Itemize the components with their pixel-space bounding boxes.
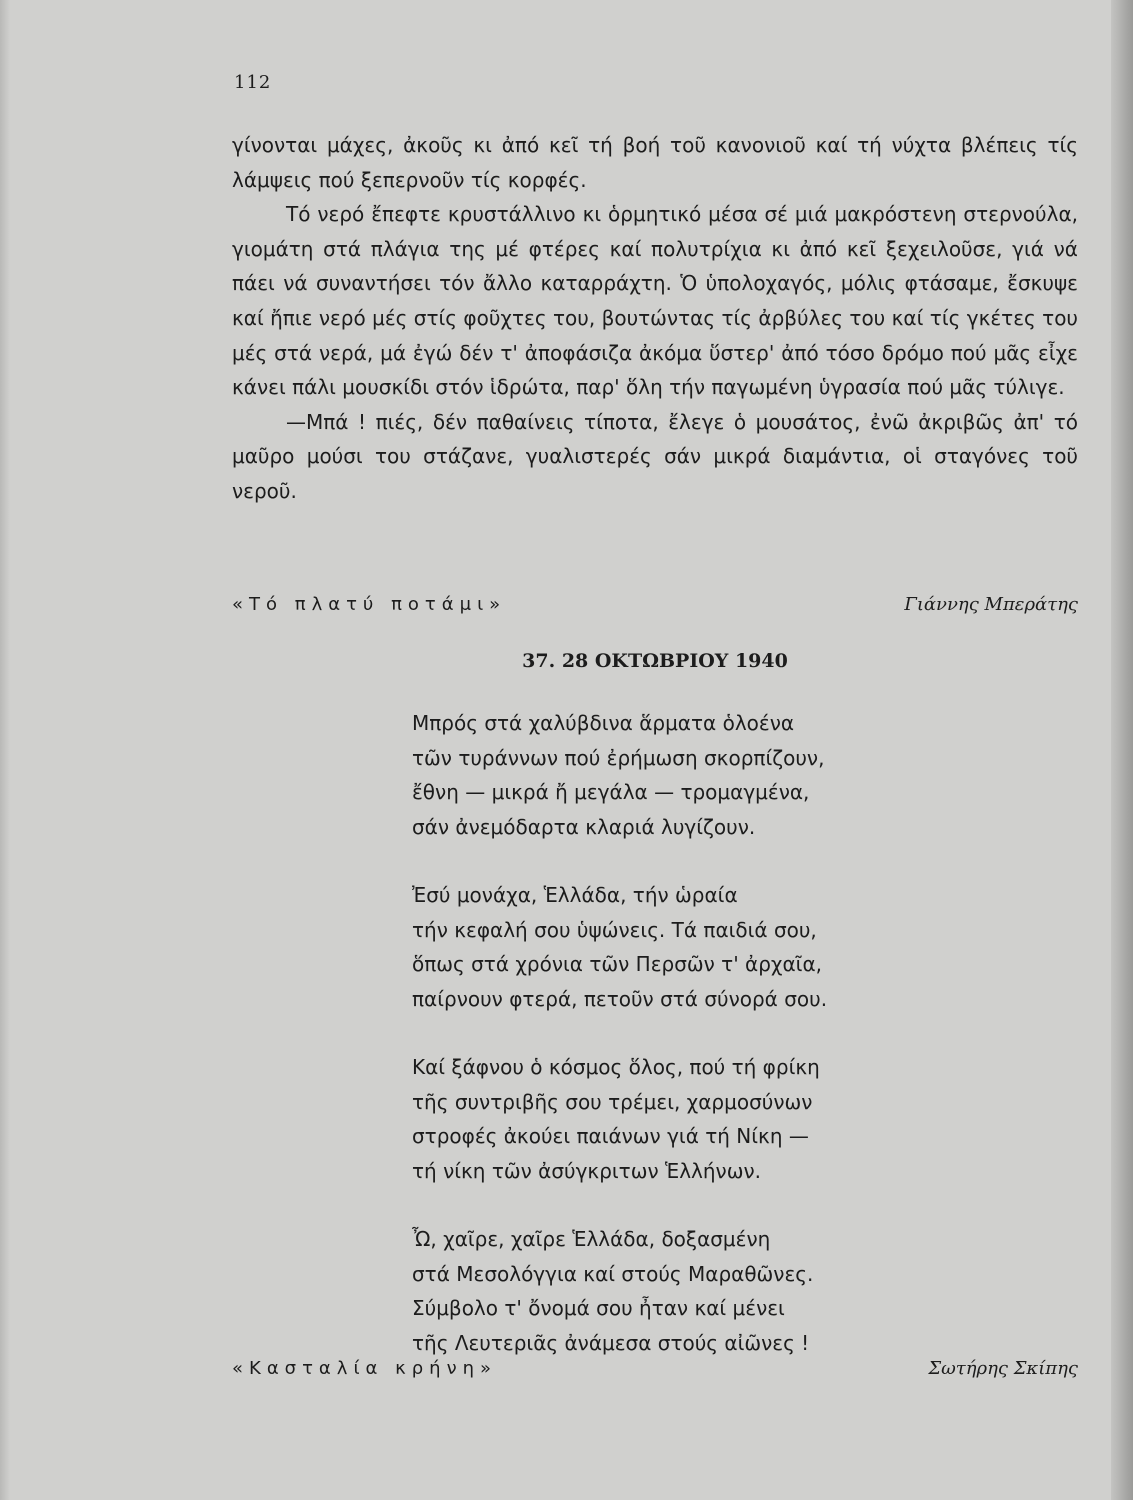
poem-line: ἔθνη — μικρά ἤ μεγάλα — τρομαγμένα, — [412, 780, 810, 804]
poem-line: τῶν τυράννων πού ἐρήμωση σκορπίζουν, — [412, 745, 825, 770]
poem-stanza — [412, 1050, 827, 1188]
prose-excerpt — [232, 128, 1078, 509]
prose-paragraph: Τό νερό ἔπεφτε κρυστάλλινο κι ὁρμητικό μέσα σέ μιά μακρόστενη στερνούλα, γιομάτη στά πλάγια της μέ φτέρες καί πολυτρίχια κι ἀπό κεῖ ξεχειλοῦσε, γιά νά πάει νά συναντήσει τόν ἄλλο καταρράχτη. Ὁ ὑπολοχαγός, μόλις φτάσαμε, ἔσκυψε καί ἤπιε νερό μές στίς φοῦχτες του, βουτώντας τίς ἀρβύλες του καί τίς γκέτες του μές στά νερά, μά ἐγώ δέν τ' ἀποφάσιζα ἀκόμα ὕστερ' ἀπό τόσο δρόμο πού μᾶς εἶχε κάνει πάλι μουσκίδι στόν ἱδρώτα, παρ' ὅλη τήν παγωμένη ὑγρασία πού μᾶς τύλιγε. — [232, 202, 1078, 400]
poem-line: τῆς συντριβῆς σου τρέμει, χαρμοσύνων — [412, 1089, 813, 1114]
poem-body — [412, 706, 827, 1394]
page-number: 112 — [234, 72, 272, 93]
poem-attribution — [232, 1358, 1078, 1386]
poem-line: τή νίκη τῶν ἀσύγκριτων Ἑλλήνων. — [412, 1158, 762, 1183]
poem-line: Ὦ, χαῖρε, χαῖρε Ἑλλάδα, δοξασμένη — [412, 1227, 771, 1251]
poem-line: στά Μεσολόγγια καί στούς Μαραθῶνες. — [412, 1261, 814, 1286]
poem-source: «Κασταλία κρήνη» — [232, 1358, 498, 1379]
prose-paragraph: —Μπά ! πιές, δέν παθαίνεις τίποτα, ἔλεγε ὁ μουσάτος, ἐνῶ ἀκριβῶς ἀπ' τό μαῦρο μούσι του στάζανε, γυαλιστερές σάν μικρά διαμάντια, οἱ σταγόνες τοῦ νεροῦ. — [232, 409, 1078, 503]
poem-line: τήν κεφαλή σου ὑψώνεις. Τά παιδιά σου, — [412, 917, 817, 942]
prose-source: «Τό πλατύ ποτάμι» — [232, 594, 507, 615]
poem-line: ὅπως στά χρόνια τῶν Περσῶν τ' ἀρχαῖα, — [412, 952, 822, 976]
prose-paragraph: γίνονται μάχες, ἀκοῦς κι ἀπό κεῖ τή βοή τοῦ κανονιοῦ καί τή νύχτα βλέπεις τίς λάμψεις πού ξεπερνοῦν τίς κορφές. — [232, 133, 1078, 192]
page-right-edge — [1111, 0, 1133, 1500]
poem-line: σάν ἀνεμόδαρτα κλαριά λυγίζουν. — [412, 814, 756, 839]
poem-line: Ἐσύ μονάχα, Ἑλλάδα, τήν ὡραία — [412, 883, 738, 907]
poem-title: 37. 28 ΟΚΤΩΒΡΙΟΥ 1940 — [522, 650, 788, 672]
poem-line: Μπρός στά χαλύβδινα ἅρματα ὁλοένα — [412, 711, 795, 735]
prose-attribution — [232, 594, 1078, 622]
poem-author: Σωτήρης Σκίπης — [928, 1358, 1078, 1379]
poem-line: Σύμβολο τ' ὄνομά σου ἦταν καί μένει — [412, 1296, 785, 1320]
poem-line: παίρνουν φτερά, πετοῦν στά σύνορά σου. — [412, 986, 828, 1011]
page-left-edge — [0, 0, 10, 1500]
prose-author: Γιάννης Μπεράτης — [904, 594, 1078, 615]
poem-line: στροφές ἀκούει παιάνων γιά τή Νίκη — — [412, 1124, 809, 1148]
poem-line: τῆς Λευτεριᾶς ἀνάμεσα στούς αἰῶνες ! — [412, 1330, 810, 1355]
poem-stanza — [412, 878, 827, 1016]
poem-stanza — [412, 706, 827, 844]
poem-stanza — [412, 1222, 827, 1360]
poem-line: Καί ξάφνου ὁ κόσμος ὅλος, πού τή φρίκη — [412, 1055, 820, 1079]
